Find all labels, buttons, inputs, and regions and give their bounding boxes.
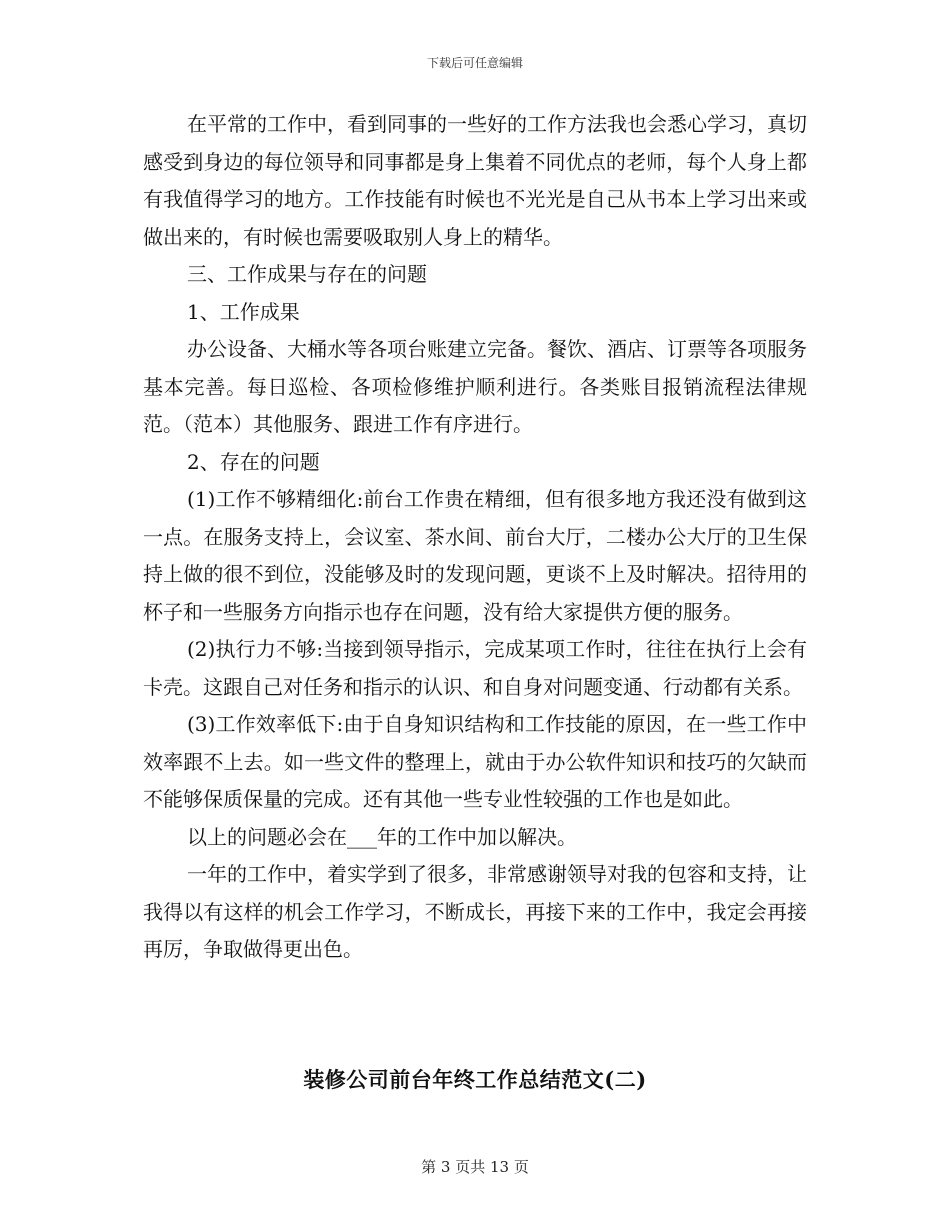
paragraph-problem-3: (3)工作效率低下:由于自身知识结构和工作技能的原因，在一些工作中效率跟不上去。如一些文件的整理上，就由于办公软件知识和技巧的欠缺而不能够保质保量的完成。还有其他一些专业性较强的工作也是如此。 [143, 712, 807, 811]
section-heading-results-problems: 三、工作成果与存在的问题 [187, 262, 427, 286]
section-title: 装修公司前台年终工作总结范文(二) [303, 1067, 647, 1092]
paragraph-learning: 在平常的工作中，看到同事的一些好的工作方法我也会悉心学习，真切感受到身边的每位领导和同事都是身上集着不同优点的老师，每个人身上都有我值得学习的地方。工作技能有时候也不光光是自己从书本上学习出来或做出来的，有时候也需要吸取别人身上的精华。 [143, 112, 807, 249]
paragraph-resolution: 以上的问题必会在___年的工作中加以解决。 [187, 824, 577, 849]
paragraph-problem-2: (2)执行力不够:当接到领导指示，完成某项工作时，往往在执行上会有卡壳。这跟自己对任务和指示的认识、和自身对问题变通、行动都有关系。 [143, 637, 807, 699]
paragraph-work-results: 办公设备、大桶水等各项台账建立完备。餐饮、酒店、订票等各项服务基本完善。每日巡检、各项检修维护顺利进行。各类账目报销流程法律规范。（范本）其他服务、跟进工作有序进行。 [143, 337, 807, 436]
subheading-existing-problems: 2、存在的问题 [187, 449, 320, 474]
document-body [143, 106, 807, 969]
subheading-work-results: 1、工作成果 [187, 299, 300, 324]
page-header-note: 下载后可任意编辑 [426, 56, 523, 70]
paragraph-problem-1: (1)工作不够精细化:前台工作贵在精细，但有很多地方我还没有做到这一点。在服务支持上，会议室、茶水间、前台大厅，二楼办公大厅的卫生保持上做的很不到位，没能够及时的发现问题，更谈不上及时解决。招待用的杯子和一些服务方向指示也存在问题，没有给大家提供方便的服务。 [143, 487, 807, 624]
page-footer: 第 3 页共 13 页 [421, 1158, 529, 1176]
paragraph-conclusion: 一年的工作中，着实学到了很多，非常感谢领导对我的包容和支持，让我得以有这样的机会工作学习，不断成长，再接下来的工作中，我定会再接再厉，争取做得更出色。 [143, 862, 807, 961]
